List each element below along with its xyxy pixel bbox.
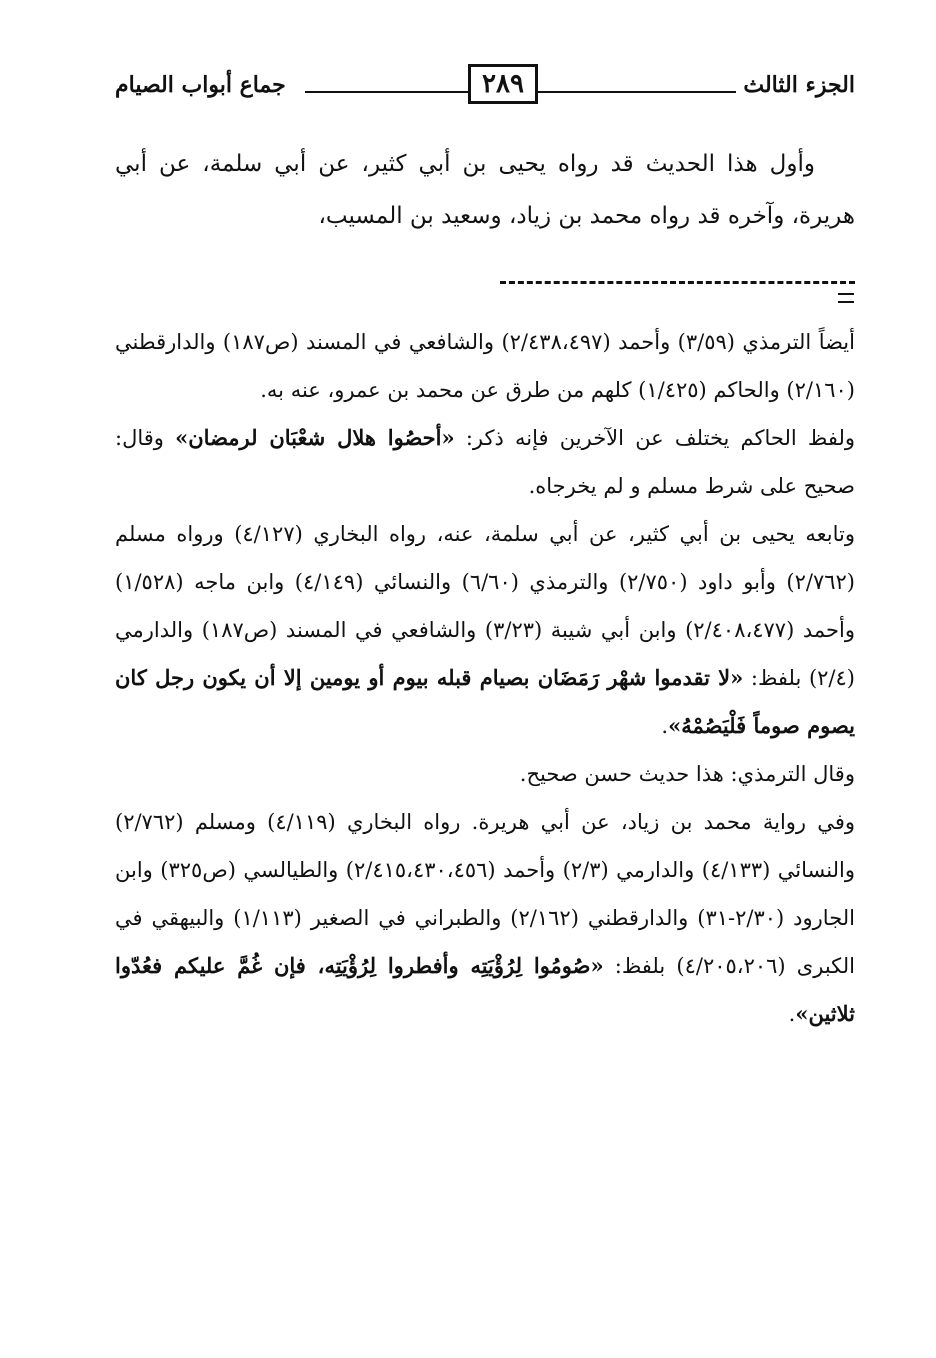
footnote-text: . xyxy=(788,1002,796,1026)
footnote-paragraph-5 xyxy=(115,798,855,1038)
footnote-paragraph-3 xyxy=(115,510,855,750)
footnote-paragraph-2 xyxy=(115,414,855,510)
footnote-paragraph-4: وقال الترمذي: هذا حديث حسن صحيح. xyxy=(519,762,855,786)
hadith-quote: «لا تقدموا شهْر رَمَضَان بصيام قبله بيوم أو يومين إلا أن يكون رجل كان يصوم صوماً فَلْيَصُمْهُ» xyxy=(115,665,855,738)
volume-title: الجزء الثالث xyxy=(743,72,855,98)
header-rule-right xyxy=(538,91,736,93)
footnote-text: وقال: صحيح على شرط مسلم و لم يخرجاه. xyxy=(115,426,855,498)
footnote-text: وفي رواية محمد بن زياد، عن أبي هريرة. رواه البخاري (٤/١١٩) ومسلم (٢/٧٦٢) والنسائي (٤/١٣٣) والدارمي (٢/٣) وأحمد (٢/٤١٥،٤٣٠،٤٥٦) والطيالسي (ص٣٢٥) وابن الجارود (٢/٣٠-٣١) والدارقطني (٢/١٦٢) والطبراني في الصغير (١/١١٣) والبيهقي في الكبرى (٤/٢٠٥،٢٠٦) بلفظ: xyxy=(115,810,855,978)
page-number: ٢٨٩ xyxy=(468,64,538,104)
hadith-quote: «أحصُوا هلال شعْبَان لرمضان» xyxy=(175,425,455,450)
footnotes xyxy=(115,318,855,1038)
footnote-separator xyxy=(500,281,855,284)
main-paragraph: وأول هذا الحديث قد رواه يحيى بن أبي كثير، عن أبي سلمة، عن أبي هريرة، وآخره قد رواه محمد بن زياد، وسعيد بن المسيب، xyxy=(115,151,855,229)
chapter-title: جماع أبواب الصيام xyxy=(115,72,286,98)
footnote-text: وتابعه يحيى بن أبي كثير، عن أبي سلمة، عنه، رواه البخاري (٤/١٢٧) ورواه مسلم (٢/٧٦٢) وأبو داود (٢/٧٥٠) والترمذي (٦/٦٠) والنسائي (٤/١٤٩) وابن ماجه (١/٥٢٨) وأحمد (٢/٤٠٨،٤٧٧) وابن أبي شيبة (٣/٢٣) والشافعي في المسند (ص١٨٧) والدارمي (٢/٤) بلفظ: xyxy=(115,522,855,690)
header-rule-left xyxy=(305,91,468,93)
footnote-text: ولفظ الحاكم يختلف عن الآخرين فإنه ذكر: xyxy=(454,426,856,450)
footnote-continuation-mark xyxy=(838,293,854,303)
footnote-text: . xyxy=(661,714,669,738)
footnote-paragraph-1: أيضاً الترمذي (٣/٥٩) وأحمد (٢/٤٣٨،٤٩٧) والشافعي في المسند (ص١٨٧) والدارقطني (٢/١٦٠) والحاكم (١/٤٢٥) كلهم من طرق عن محمد بن عمرو، عنه به. xyxy=(115,330,855,402)
hadith-quote: «صُومُوا لِرُؤْيَتِه وأفطروا لِرُؤْيَتِه، فإن غُمَّ عليكم فعُدّوا ثلاثين» xyxy=(115,953,855,1026)
page-header xyxy=(115,62,855,114)
main-text xyxy=(115,138,855,242)
